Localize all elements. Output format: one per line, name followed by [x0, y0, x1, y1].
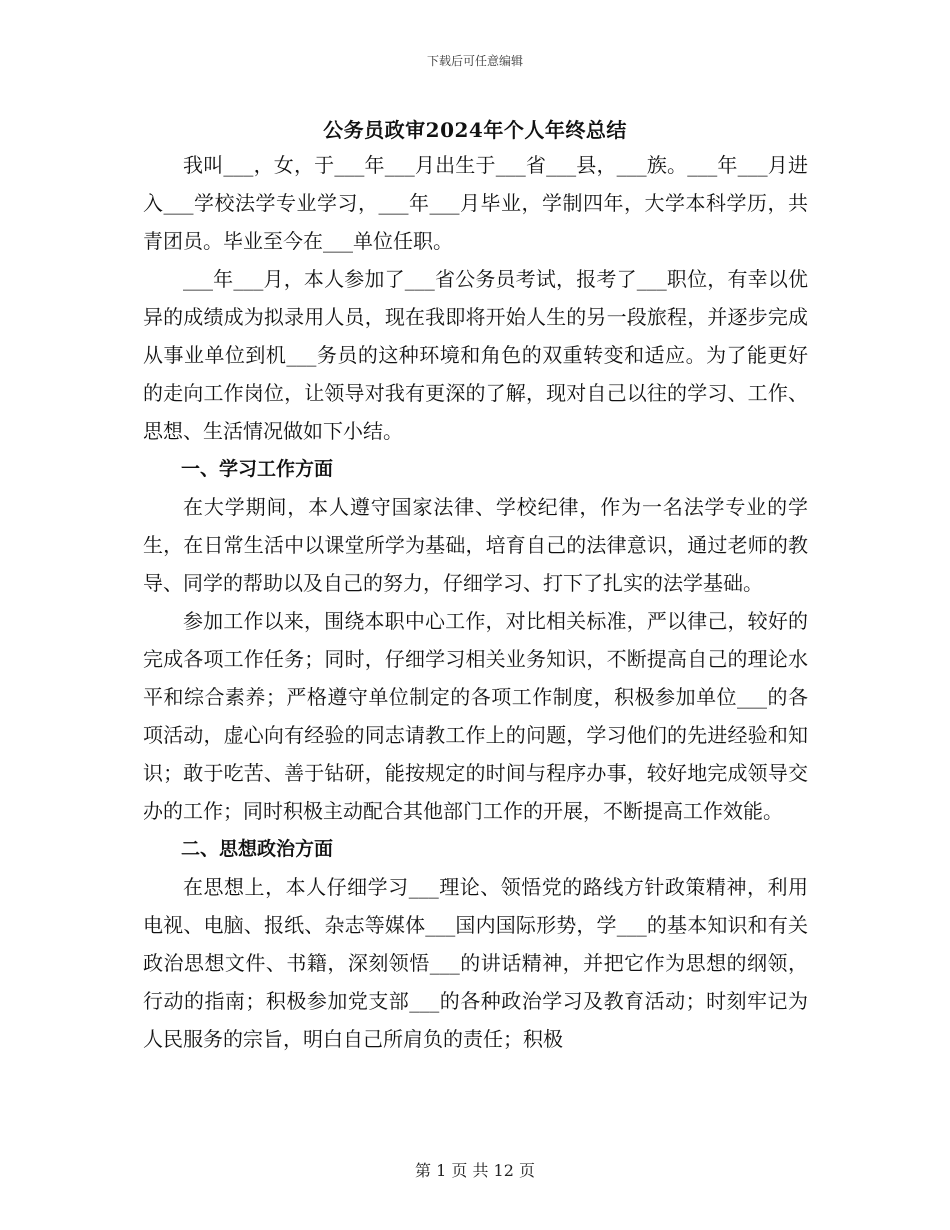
paragraph-political: 在思想上，本人仔细学习___理论、领悟党的路线方针政策精神，利用电视、电脑、报纸、杂志等媒体___国内国际形势，学___的基本知识和有关政治思想文件、书籍，深刻领悟___的讲话精神，并把它作为思想的纲领，行动的指南；积极参加党支部___的各种政治学习及教育活动；时刻牢记为人民服务的宗旨，明白自己所肩负的责任；积极	[143, 875, 808, 1051]
page-number-footer: 第 1 页 共 12 页	[415, 1161, 535, 1180]
paragraph-intro: 我叫___，女，于___年___月出生于___省___县，___族。___年___月进入___学校法学专业学习，___年___月毕业，学制四年，大学本科学历，共青团员。毕业至今在___单位任职。	[143, 153, 808, 253]
section-heading-political: 二、思想政治方面	[181, 838, 334, 860]
header-note: 下载后可任意编辑	[426, 54, 523, 68]
paragraph-exam: ___年___月，本人参加了___省公务员考试，报考了___职位，有幸以优异的成绩成为拟录用人员，现在我即将开始人生的另一段旅程，并逐步完成从事业单位到机___务员的这种环境和角色的双重转变和适应。为了能更好的走向工作岗位，让领导对我有更深的了解，现对自己以往的学习、工作、思想、生活情况做如下小结。	[143, 267, 808, 443]
paragraph-work: 参加工作以来，围绕本职中心工作，对比相关标准，严以律己，较好的完成各项工作任务；同时，仔细学习相关业务知识，不断提高自己的理论水平和综合素养；严格遵守单位制定的各项工作制度，积极参加单位___的各项活动，虚心向有经验的同志请教工作上的问题，学习他们的先进经验和知识；敢于吃苦、善于钻研，能按规定的时间与程序办事，较好地完成领导交办的工作；同时积极主动配合其他部门工作的开展，不断提高工作效能。	[143, 609, 808, 823]
document-title: 公务员政审2024年个人年终总结	[323, 118, 627, 142]
paragraph-university: 在大学期间，本人遵守国家法律、学校纪律，作为一名法学专业的学生，在日常生活中以课堂所学为基础，培育自己的法律意识，通过老师的教导、同学的帮助以及自己的努力，仔细学习、打下了扎实的法学基础。	[143, 495, 808, 595]
section-heading-study-work: 一、学习工作方面	[181, 458, 334, 480]
document-body	[143, 146, 808, 1058]
